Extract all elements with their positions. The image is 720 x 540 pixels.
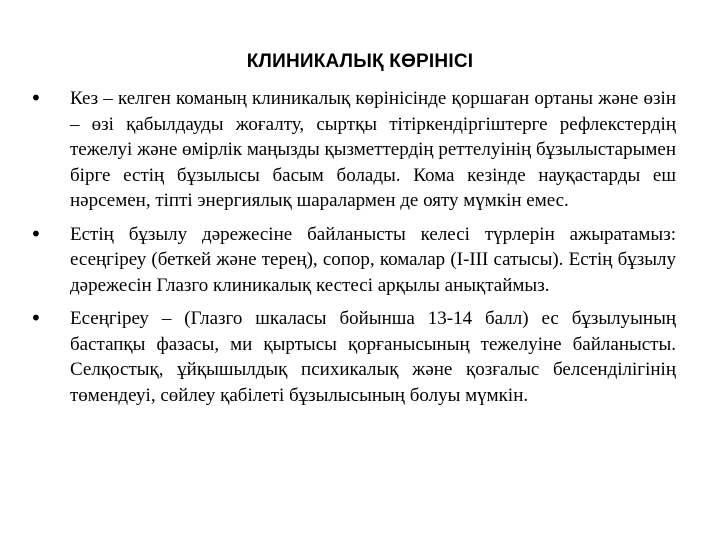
bullet-item-2 <box>30 222 676 299</box>
bullet-list <box>30 86 676 416</box>
slide-title: КЛИНИКАЛЫҚ КӨРІНІСІ <box>246 51 474 72</box>
bullet-text-1: Кез – келген команың клиникалық көрінісінде қоршаған ортаны және өзін – өзі қабылдауды жоғалту, сыртқы тітіркендіргіштерге рефлекстердің тежелуі және өмірлік маңызды қызметтердің реттелуінің бұзылыстарымен бірге естің бұзылысы басым болады. Кома кезінде науқастарды еш нәрсемен, тіпті энергиялық шаралармен де ояту мүмкін емес. <box>70 88 676 211</box>
bullet-text-3: Есеңгіреу – (Глазго шкаласы бойынша 13-14 балл) ес бұзылуының бастапқы фазасы, ми қыртысы қорғанысының тежелуіне байланысты. Селқостық, ұйқышылдық психикалық және қозғалыс белсенділігінің төмендеуі, сөйлеу қабілеті бұзылысының болуы мүмкін. <box>70 308 676 406</box>
bullet-dot-icon: • <box>30 306 42 330</box>
bullet-item-3 <box>30 306 676 408</box>
bullet-text-2: Естің бұзылу дәрежесіне байланысты келесі түрлерін ажыратамыз: есеңгіреу (беткей және терең), сопор, комалар (I-III сатысы). Естің бұзылу дәрежесін Глазго клиникалық кестесі арқылы анықтаймыз. <box>70 223 676 296</box>
bullet-dot-icon: • <box>30 86 42 110</box>
bullet-item-1 <box>30 86 676 214</box>
bullet-dot-icon: • <box>30 221 42 246</box>
